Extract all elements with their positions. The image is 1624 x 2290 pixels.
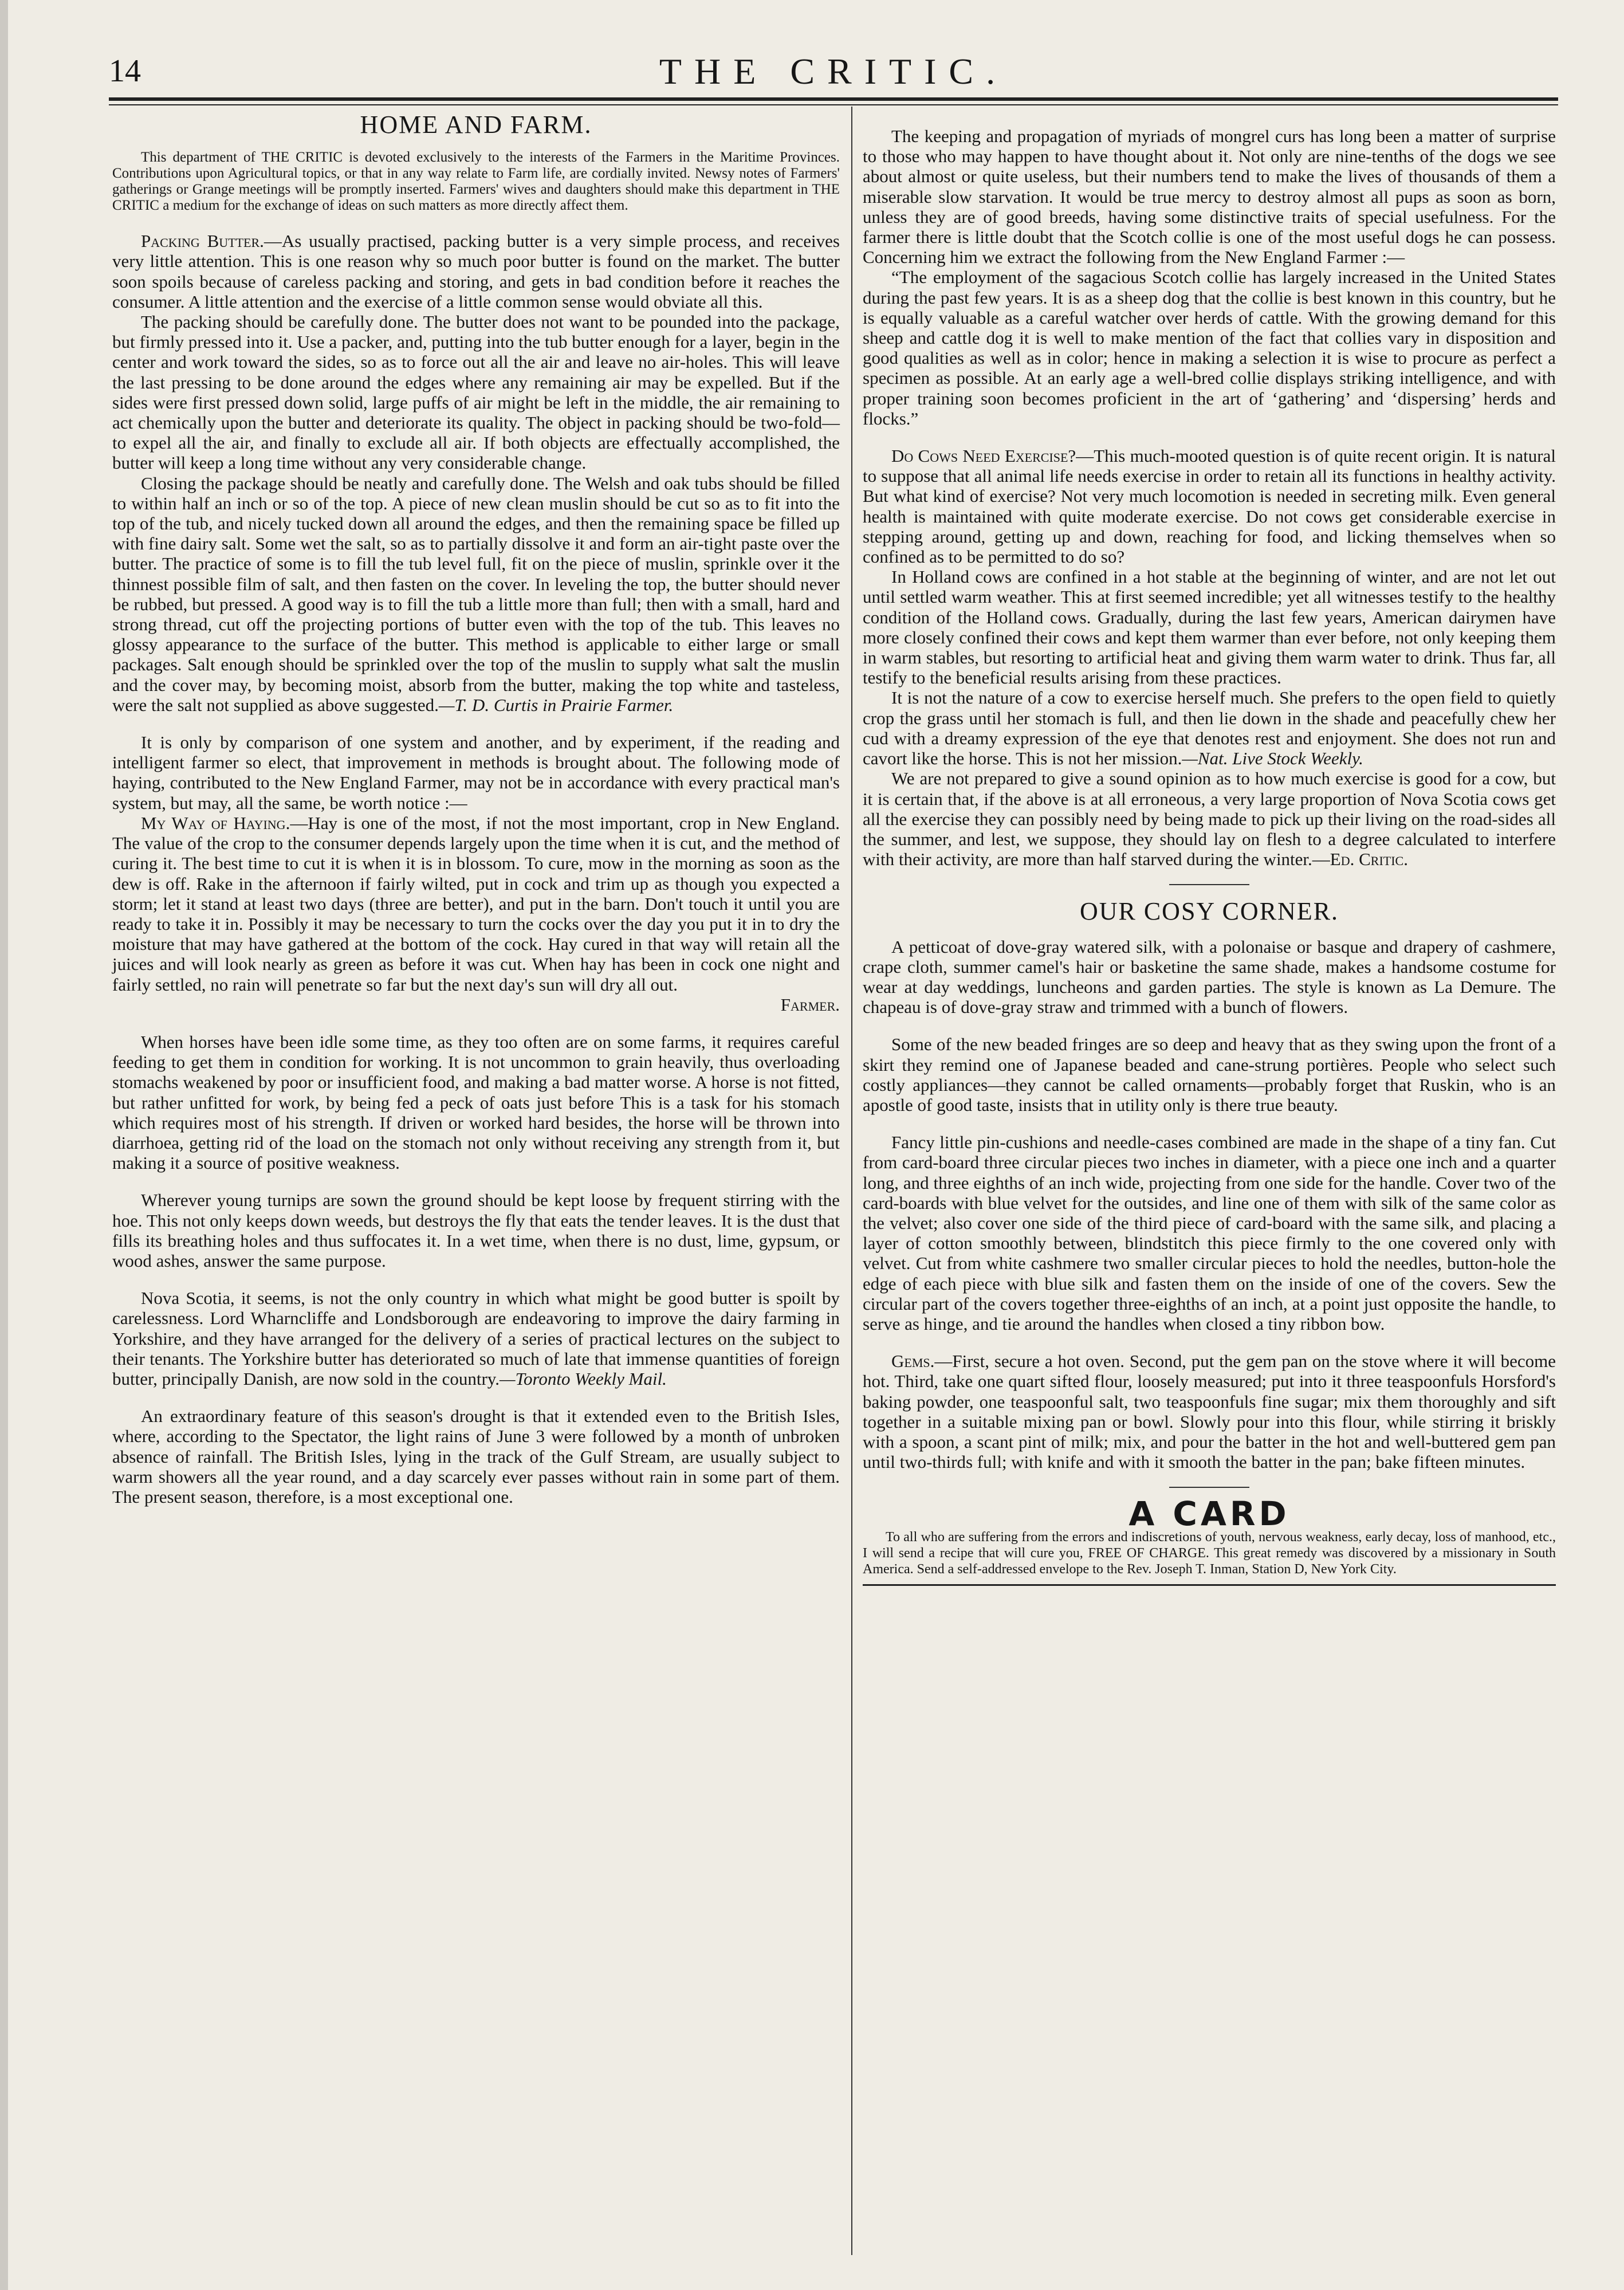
cosy-paragraph-2: Some of the new beaded fringes are so deep and heavy that as they swing upon the front of a skirt they remind one of Japanese beaded and cane-strung portières. People who select such costly appliances—they cannot be called ornaments—probably forget that Ruskin, who is an apostle of good taste, insists that in utility only is there true beauty.	[863, 1034, 1556, 1115]
spacer	[863, 1334, 1556, 1351]
section-separator	[1169, 884, 1249, 885]
haying-signoff: Farmer.	[780, 994, 840, 1015]
right-column	[863, 109, 1556, 1586]
butter-heading: Packing Butter.	[141, 231, 264, 252]
horses-paragraph: When horses have been idle some time, as they too often are on some farms, it requires careful feeding to get them in condition for working. It is not uncommon to grain heavily, thus overloading stomachs weakened by poor or insufficient food, and making a bad matter worse. A horse is not fitted, but rather unfitted for work, by being fed a peck of oats just before This is a task for his stomach which requires most of his strength. If driven or worked hard besides, the horse will be thrown into diarrhoea, getting rid of the load on the stomach not only without receiving any strength from it, but making it a source of positive weakness.	[112, 1031, 840, 1173]
haying-intro: It is only by comparison of one system and another, and by experiment, if the reading and intelligent farmer so elect, that improvement in methods is brought about. The following mode of haying, contributed to the New England Farmer, may not be in accordance with every practical man's system, but may, all the same, be worth notice :—	[112, 732, 840, 813]
cows-text-1: —This much-mooted question is of quite recent origin. It is natural to suppose that all animal life needs exercise in order to retain all its functions in healthy activity. But what kind of exercise? Not very much locomotion is needed in secreting milk. Even general health is maintained with quite moderate exercise. Do not cows get considerable exercise in stepping around, getting up and down, reaching for food, and licking themselves when so confined as to be permitted to do so?	[863, 446, 1556, 567]
drought-paragraph: An extraordinary feature of this season's drought is that it extended even to the British Isles, where, according to the Spectator, the light rains of June 3 were followed by a month of unbroken absence of rainfall. The British Isles, lying in the track of the Gulf Stream, are usually subject to warm showers all the year round, and a day scarcely ever passes without rain in some part of them. The present season, therefore, is a most exceptional one.	[112, 1406, 840, 1507]
left-column	[112, 109, 840, 1507]
cows-source: —Nat. Live Stock Weekly.	[1182, 748, 1363, 769]
cows-text-4: We are not prepared to give a sound opinion as to how much exercise is good for a cow, but it is certain that, if the above is at all erroneous, a very large proportion of Nova Scotia cows get all the exercise they can possibly need by being made to pick up their living on the road-sides all the summer, and lest, we suppose, they should lay on flesh to a degree calculated to interfere with their activity, are more than half starved during the winter.	[863, 768, 1556, 870]
header-thick-rule	[109, 97, 1558, 101]
masthead-title: THE CRITIC.	[659, 51, 1008, 92]
header-thin-rule	[109, 104, 1558, 105]
nova-scotia-text: Nova Scotia, it seems, is not the only country in which what might be good butter is spoilt by carelessness. Lord Wharncliffe and Londsborough are endeavoring to improve the dairy farming in Yorkshire, and they have arranged for the delivery of a series of practical lectures on the subject to their tenants. The Yorkshire butter has deteriorated so much of late that immense quantities of foreign butter, principally Danish, are now sold in the country.	[112, 1288, 840, 1389]
column-divider	[851, 107, 852, 2255]
card-title: A CARD	[1128, 1494, 1290, 1534]
butter-paragraph-2: The packing should be carefully done. The butter does not want to be pounded into the package, but firmly pressed into it. Use a packer, and, putting into the tub butter enough for a layer, begin in the center and work toward the sides, so as to force out all the air and leave no air-holes. This will leave the last pressing to be done around the edges where any remaining air may be expelled. But if the sides were first pressed down solid, large puffs of air might be left in the middle, the air remaining to act chemically upon the butter and deteriorate its quality. The object in packing should be two-fold—to expel all the air, and finally to exclude all air. If both objects are effectually accomplished, the butter will keep a long time without any very considerable change.	[112, 312, 840, 473]
spacer	[112, 1271, 840, 1288]
page-number: 14	[109, 53, 141, 89]
cows-signoff: —Ed. Critic.	[1312, 849, 1408, 870]
intro-text: This department of THE CRITIC is devoted exclusively to the interests of the Farmers in the Maritime Provinces. Contributions upon Agricultural topics, or that in any way relate to Farm life, are cordially invited. Newsy notes of Farmers' gatherings or Grange meetings will be promptly inserted. Farmers' wives and daughters should make this department in THE CRITIC a medium for the exchange of ideas on such matters as more directly affect them.	[112, 150, 840, 214]
section-intro	[112, 150, 840, 214]
nova-scotia-paragraph	[112, 1288, 840, 1389]
page-header	[109, 47, 1558, 95]
gems-text: —First, secure a hot oven. Second, put the gem pan on the stove where it will become hot. Third, take one quart sifted flour, loosely measured; put into it three teaspoonfuls Horsford's baking powder, one teaspoonful salt, two teaspoonfuls fine sugar; mix them thoroughly and sift together in a suitable mixing pan or bowl. Slowly pour into this flour, while stirring it briskly with a spoon, a scant pint of milk; mix, and pour the batter in the hot and well-buttered gem pan until two-thirds full; with knife and with it smooth the batter in the pan; bake fifteen minutes.	[863, 1351, 1556, 1472]
dogs-paragraph-2: “The employment of the sagacious Scotch collie has largely increased in the United States during the past few years. It is as a sheep dog that the collie is best known in this country, but he is equally valuable as a careful watcher over herds of cattle. With the growing demand for this sheep and cattle dog it is well to make mention of the fact that collies vary in disposition and good qualities as well as in color; hence in making a selection it is wise to procure as perfect a specimen as possible. At an early age a well-bred collie displays striking intelligence, and with proper training soon becomes proficient in the art of ‘gathering’ and ‘dispersing’ herds and flocks.”	[863, 267, 1556, 429]
spacer	[112, 1173, 840, 1190]
spacer	[863, 109, 1556, 126]
cosy-paragraph-1: A petticoat of dove-gray watered silk, with a polonaise or basque and drapery of cashmere, crape cloth, summer camel's hair or basketine the same shade, makes a handsome costume for wear at day weddings, luncheons and garden parties. The style is known as La Demure. The chapeau is of dove-gray straw and trimmed with a bunch of flowers.	[863, 936, 1556, 1018]
gems-paragraph	[863, 1351, 1556, 1472]
butter-source: —T. D. Curtis in Prairie Farmer.	[438, 694, 674, 715]
card-bottom-rule	[863, 1584, 1556, 1586]
haying-heading: My Way of Haying.	[141, 812, 290, 833]
section-title-home-and-farm: HOME AND FARM.	[360, 111, 592, 139]
cosy-paragraph-3: Fancy little pin-cushions and needle-cases combined are made in the shape of a tiny fan. Cut from card-board three circular pieces two inches in diameter, with a piece one inch and a quarter long, and three eighths of an inch wide, projecting from one side for the handle. Cover two of the card-boards with blue velvet for the outsides, and line one of them with silk of the same color as the velvet; also cover one side of the third piece of card-board with the same silk, and placing a layer of cotton smoothly between, blindstitch this piece firmly to the one covered only with velvet. Cut from white cashmere two smaller circular pieces to hold the needles, button-hole the edge of each piece with blue silk and fasten them on the inside of one of the covers. Sew the circular part of the covers together three-eighths of an inch, at a point just opposite the handle, to serve as hinge, and tie around the handles when closed a tiny ribbon bow.	[863, 1132, 1556, 1334]
dogs-paragraph-1: The keeping and propagation of myriads of mongrel curs has long been a matter of surprise to those who may happen to have thought about it. Not only are nine-tenths of the dogs we see about almost or quite useless, but their numbers tend to make the lives of thousands of them a miserable slow starvation. It would be true mercy to destroy almost all pups as soon as born, unless they are of good breeds, having some distinctive traits of special usefulness. For the farmer there is little doubt that the Scotch collie is one of the most useful dogs he can possess. Concerning him we extract the following from the New England Farmer :—	[863, 126, 1556, 268]
card-advertisement	[863, 1529, 1556, 1577]
card-separator	[1169, 1487, 1249, 1488]
section-title-cosy-corner: OUR COSY CORNER.	[1079, 897, 1339, 926]
card-text: To all who are suffering from the errors and indiscretions of youth, nervous weakness, early decay, loss of manhood, etc., I will send a recipe that will cure you, FREE OF CHARGE. This great remedy was discovered by a missionary in South America. Send a self-addressed envelope to the Rev. Joseph T. Inman, Station D, New York City.	[863, 1529, 1556, 1577]
cows-paragraph-4	[863, 768, 1556, 869]
turnips-paragraph: Wherever young turnips are sown the ground should be kept loose by frequent stirring with the hoe. This not only keeps down weeds, but destroys the fly that eats the tender leaves. It is the dust that fills its breathing holes and thus suffocates it. In a wet time, when there is no dust, lime, gypsum, or wood ashes, answer the same purpose.	[112, 1190, 840, 1271]
page-edge-shadow	[0, 0, 8, 2290]
spacer	[112, 1389, 840, 1406]
butter-paragraph-3	[112, 473, 840, 715]
butter-text-3: Closing the package should be neatly and carefully done. The Welsh and oak tubs should be filled to within half an inch or so of the top. A piece of new clean muslin should be cut so as to fit into the top of the tub, and nicely tucked down all around the edges, and then the remaining space be filled up with fine dairy salt. Some wet the salt, so as to partially dissolve it and form an air-tight paste over the butter. The practice of some is to fill the tub level full, fit on the piece of muslin, sprinkle over it the thinnest possible film of salt, and then fasten on the cover. In leveling the top, the butter should never be rubbed, but pressed. A good way is to fill the tub a little more than full; then with a small, hard and strong thread, cut off the projecting portions of butter even with the top of the tub. This leaves no glossy appearance to the surface of the butter. This method is applicable to either large or small packages. Salt enough should be sprinkled over the top of the muslin to supply what salt the muslin and the cover may, by becoming moist, absorb from the butter, making the top white and tasteless, were the salt not supplied as above suggested.	[112, 473, 840, 715]
butter-text-1: —As usually practised, packing butter is a very simple process, and receives very little attention. This is one reason why so much poor butter is found on the market. The butter soon spoils because of careless packing and storing, and gets in bad condition before it reaches the consumer. A little attention and the exercise of a little common sense would obviate all this.	[112, 231, 840, 312]
spacer	[863, 429, 1556, 446]
cows-paragraph-1	[863, 446, 1556, 567]
haying-paragraph	[112, 813, 840, 995]
spacer	[112, 1015, 840, 1032]
cows-paragraph-3	[863, 688, 1556, 768]
spacer	[863, 1115, 1556, 1132]
spacer	[112, 715, 840, 732]
butter-paragraph-1	[112, 231, 840, 312]
cows-heading: Do Cows Need Exercise?	[891, 446, 1076, 466]
cows-paragraph-2: In Holland cows are confined in a hot stable at the beginning of winter, and are not let out until settled warm weather. This at first seemed incredible; yet all witnesses testify to the healthy condition of the Holland cows. Gradually, during the last few years, American dairymen have more closely confined their cows and kept them warmer than ever before, not only keeping them in warm stables, but resorting to artificial heat and giving them warm water to drink. Thus far, all testify to the beneficial results arising from these practices.	[863, 567, 1556, 688]
gems-heading: Gems.	[891, 1351, 935, 1372]
spacer	[863, 1017, 1556, 1034]
nova-scotia-source: —Toronto Weekly Mail.	[500, 1368, 667, 1389]
cows-text-3: It is not the nature of a cow to exercise herself much. She prefers to the open field to quietly crop the grass until her stomach is full, and then lie down in the shade and peacefully chew her cud with a dreamy expression of the eye that denotes rest and enjoyment. She does not run and cavort like the horse. This is not her mission.	[863, 688, 1556, 769]
haying-text: —Hay is one of the most, if not the most important, crop in New England. The value of the crop to the consumer depends largely upon the time when it is cut, and the method of curing it. The best time to cut it is when it is in blossom. To cure, mow in the morning as soon as the dew is off. Rake in the afternoon if fairly wilted, put in cock and trim up as though you expected a storm; let it stand at least two days (three are better), and put in the barn. Don't touch it until you are ready to take it in. Possibly it may be necessary to turn the cocks over the day you put it in to dry the moisture that may have gathered at the bottom of the cock. Hay cured in that way will retain all the juices and will look nearly as green as before it was cut. When hay has been in cock one night and fairly settled, no rain will penetrate so far but the next day's sun will dry all out.	[112, 812, 840, 995]
